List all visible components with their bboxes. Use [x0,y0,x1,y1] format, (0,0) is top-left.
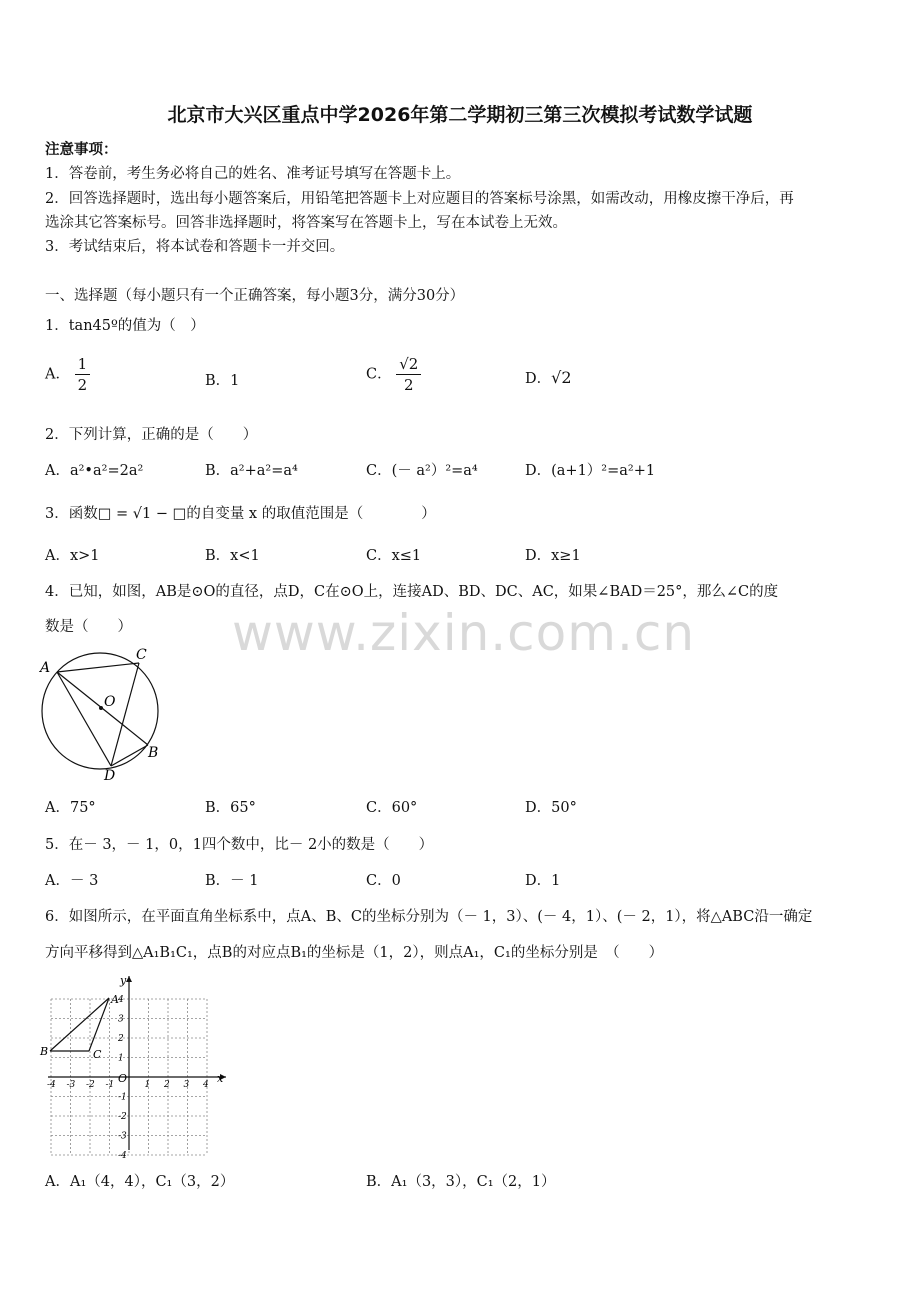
x-tick-labels [47,1080,209,1090]
q3-option-b: B．x<1 [205,548,260,564]
q5-option-b: B．－ 1 [205,873,259,889]
chord-ac [57,663,139,672]
y-axis-arrow [126,976,132,982]
label-b: B [40,1045,49,1058]
circle-o [42,653,158,769]
circle-figure [36,644,166,784]
notice-heading: 注意事项： [45,141,118,158]
q3-stem: 3．函数□ = √1 − □的自变量 x 的取值范围是（ ） [45,506,436,522]
label-b: B [148,745,159,761]
x-tick-label: -4 [47,1080,56,1090]
q4-stem-line1: 4．已知，如图，AB是⊙O的直径，点D，C在⊙O上，连接AD、BD、DC、AC，如果∠BAD＝25°，那么∠C的度 [45,584,779,600]
watermark: www.zixin.com.cn [232,604,696,662]
q3-option-d: D．x≥1 [525,548,581,564]
y-tick-label: -3 [118,1131,127,1142]
q1-option-c: C． $\frac{√2}{2}$ [366,354,421,395]
q4-option-c: C．60° [366,800,418,816]
q2-option-c: C．(－ a²）²=a⁴ [366,463,478,479]
q1-stem: 1．tan45º的值为（ ） [45,318,205,334]
q5-option-c: C．0 [366,873,401,889]
q4-option-d: D．50° [525,800,577,816]
q1-option-a: A． $\frac{1}{2}$ [45,354,90,395]
y-tick-label: -2 [118,1112,127,1122]
q5-option-d: D．1 [525,873,561,889]
q4-stem-line2: 数是（ ） [45,619,132,635]
x-tick-label: 2 [164,1080,170,1090]
center-point [99,706,103,710]
label-d: D [104,768,116,784]
q2-option-d: D．(a+1）²=a²+1 [525,463,656,479]
x-tick-label: -1 [105,1080,115,1090]
side-ca [89,998,109,1051]
y-tick-label: -1 [118,1092,127,1103]
q1-option-b: B．1 [205,373,240,389]
x-tick-label: -2 [86,1080,95,1090]
label-c: C [136,647,147,663]
y-tick-label: 2 [118,1034,124,1044]
q5-stem: 5．在－ 3，－ 1，0，1四个数中，比－ 2小的数是（ ） [45,837,434,853]
q5-option-a: A．－ 3 [45,873,99,889]
q2-stem: 2．下列计算，正确的是（ ） [45,427,258,443]
label-o: O [104,694,116,710]
y-tick-label: 4 [118,995,124,1005]
label-a: A [111,993,119,1006]
section-heading: 一、选择题（每小题只有一个正确答案，每小题3分，满分30分） [45,288,465,304]
x-tick-label: 3 [183,1080,190,1090]
y-tick-label: 1 [118,1053,124,1064]
q6-stem-line2: 方向平移得到△A₁B₁C₁，点B的对应点B₁的坐标是（1，2），则点A₁，C₁的坐标分别是 （ ） [45,945,664,961]
x-tick-label: -3 [66,1080,76,1090]
q2-option-b: B．a²+a²=a⁴ [205,463,298,479]
chord-dc [111,663,139,766]
side-ab [50,998,109,1051]
q1-option-d: D．√2 [525,368,572,387]
label-c: C [93,1048,102,1061]
chord-bd [111,745,148,766]
notice-item-1: 1．答卷前，考生务必将自己的姓名、准考证号填写在答题卡上。 [45,166,461,182]
label-a: A [40,660,51,676]
q3-option-c: C．x≤1 [366,548,422,564]
q6-option-a: A．A₁（4，4），C₁（3，2） [45,1174,235,1190]
notice-item-2: 2．回答选择题时，选出每小题答案后，用铅笔把答题卡上对应题目的答案标号涂黑，如需改动，用橡皮擦干净后，再 [45,191,794,207]
origin-label: O [118,1072,128,1085]
chord-ad [57,672,111,766]
x-tick-label: 1 [144,1080,151,1090]
y-tick-label: 3 [118,1014,124,1025]
coordinate-grid-figure [38,970,230,1161]
q2-option-a: A．a²•a²=2a² [45,463,144,479]
x-tick-label: 4 [203,1080,209,1090]
x-axis-label: x [217,1072,224,1085]
q6-option-b: B．A₁（3，3），C₁（2，1） [366,1174,556,1190]
q6-stem-line1: 6．如图所示，在平面直角坐标系中，点A、B、C的坐标分别为（－ 1，3）、(－ 4，1）、(－ 2，1），将△ABC沿一确定 [45,909,813,925]
y-tick-label: -4 [118,1151,127,1161]
page-title: 北京市大兴区重点中学2026年第二学期初三第三次模拟考试数学试题 [167,104,753,126]
q3-option-a: A．x>1 [45,548,100,564]
notice-item-2-cont: 选涂其它答案标号。回答非选择题时，将答案写在答题卡上，写在本试卷上无效。 [45,215,567,231]
q4-option-a: A．75° [45,800,96,816]
notice-item-3: 3．考试结束后，将本试卷和答题卡一并交回。 [45,239,345,255]
y-axis-label: y [120,974,127,987]
q4-option-b: B．65° [205,800,256,816]
